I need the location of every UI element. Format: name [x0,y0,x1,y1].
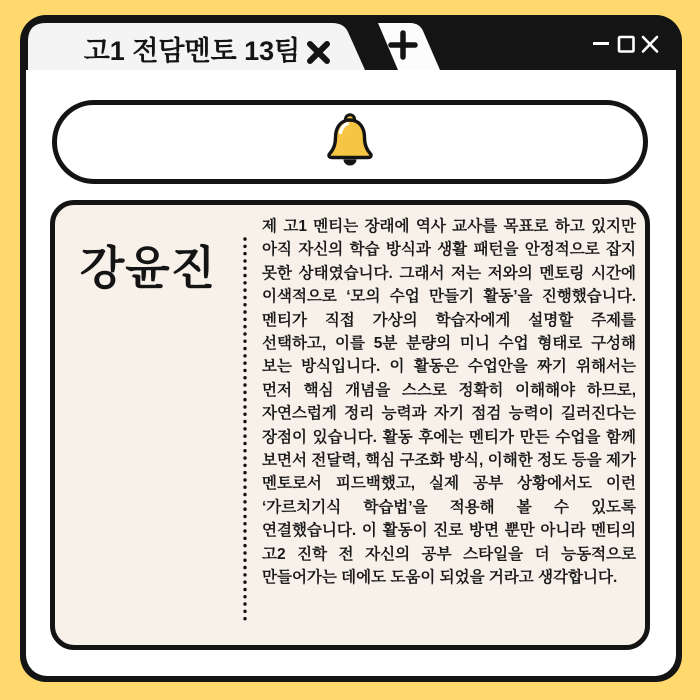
close-icon[interactable] [643,37,657,52]
browser-window [20,15,682,682]
mentor-card [50,200,650,650]
maximize-icon[interactable] [619,37,634,52]
tab-title: 고1 전담멘토 13팀 [83,36,301,66]
mentor-name: 강윤진 [79,242,217,294]
browser-tab-bar [20,15,682,70]
window-controls [593,37,657,52]
mentor-story: 제 고1 멘티는 장래에 역사 교사를 목표로 하고 있지만 아직 자신의 학습 방식과 생활 패턴을 안정적으로 잡지 못한 상태였습니다. 그래서 저는 저와의 멘토링 시간에 이색적으로 ‘모의 수업 만들기 활동’을 진행했습니다. 멘티가 직접 가상의 학습자에게 설명할 주제를 선택하고, 이를 5분 분량의 미니 수업 형태로 구성해 보는 방식입니다. 이 활동은 수업안을 짜기 위해서는 먼저 핵심 개념을 스스로 정확히 이해해야 하므로, 자연스럽게 정리 능력과 자기 점검 능력이 길러진다는 장점이 있습니다. 활동 후에는 멘티가 만든 수업을 함께 보면서 전달력, 핵심 구조화 방식, 이해한 정도 등을 제가 멘토로서 피드백했고, 실제 공부 상황에서도 이런 ‘가르치기식 학습법’을 적용해 볼 수 있도록 연결했습니다. 이 활동이 진로 방면 뿐만 아니라 멘티의 고2 진학 전 자신의 공부 스타일을 더 능동적으로 만들어가는 데에도 도움이 되었을 거라고 생각합니다. [262,218,636,587]
mentor-name-column [55,205,241,645]
dotted-divider [241,235,249,645]
window-content [26,70,676,676]
tab-active[interactable] [28,23,365,70]
notification-bar [52,100,648,184]
new-tab-button[interactable] [378,23,440,70]
bell-icon [327,113,373,171]
mentor-story-column [249,205,645,645]
